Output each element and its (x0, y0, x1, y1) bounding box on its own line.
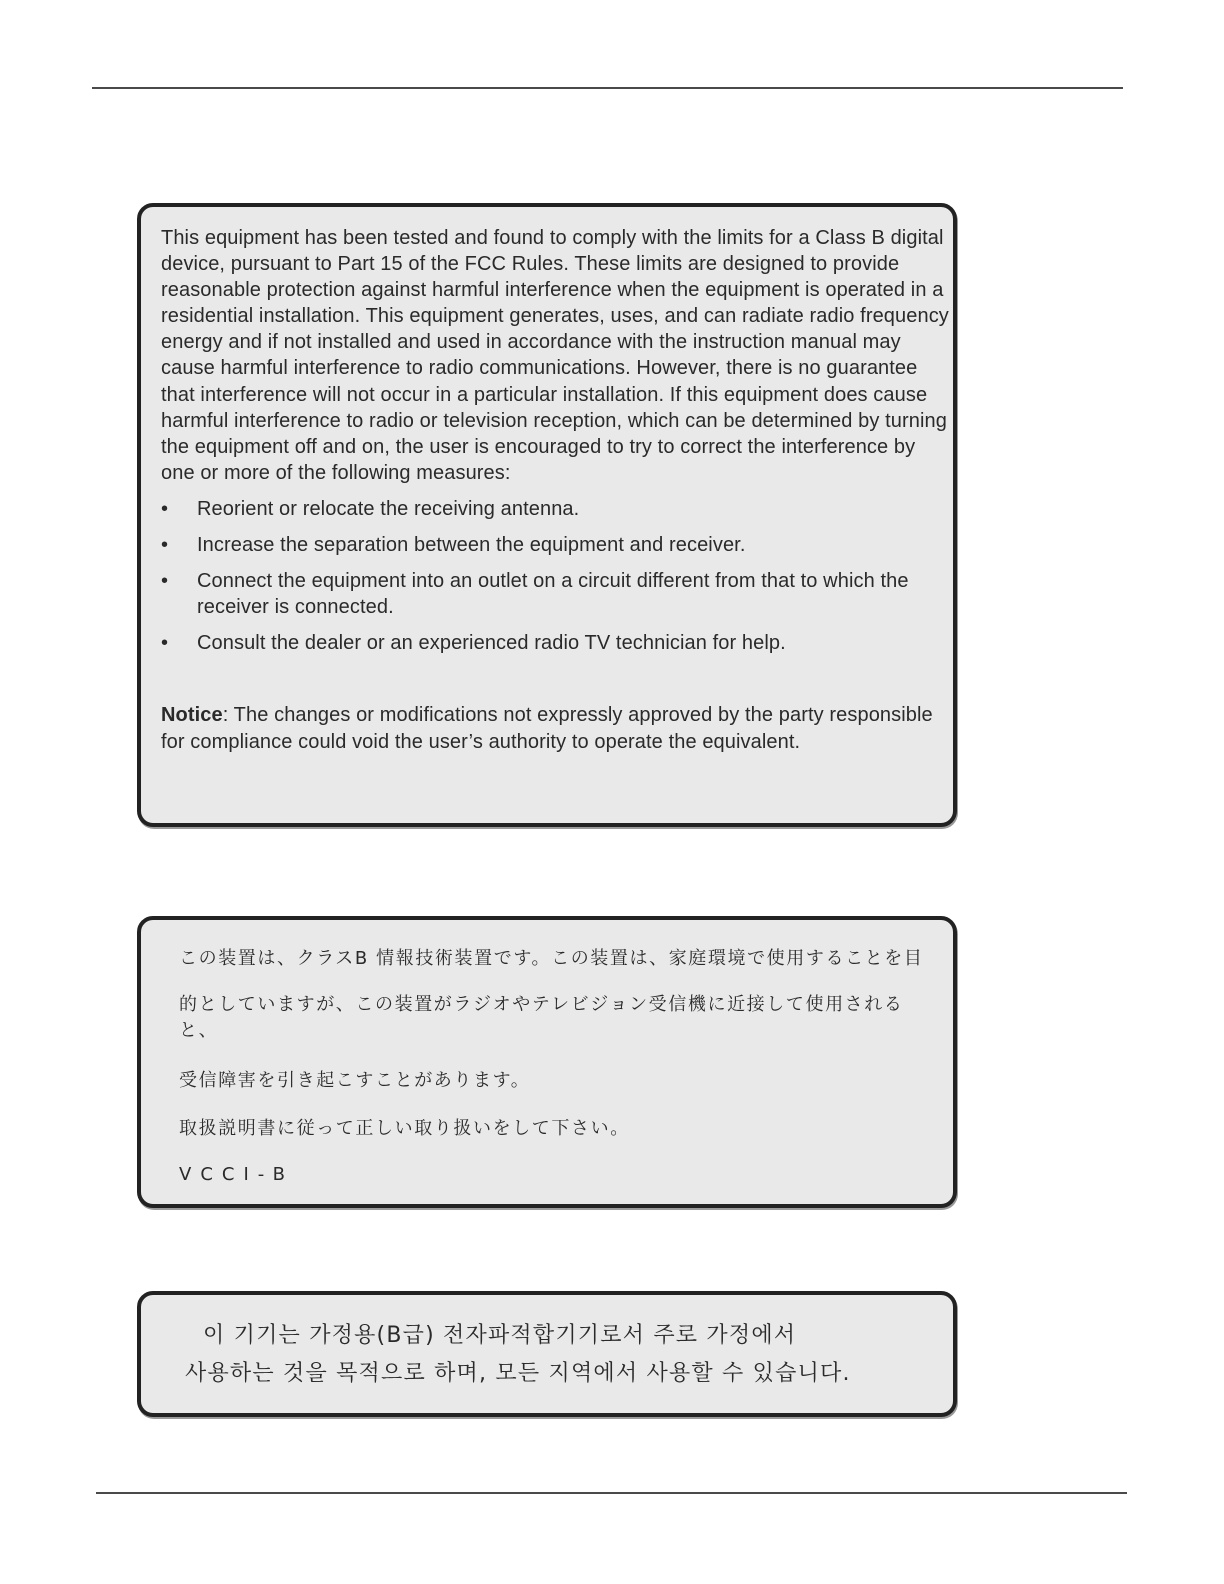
fcc-statement-paragraph: This equipment has been tested and found to comply with the limits for a Class B digital device, pursuant to Part 15 of the FCC Rules. These limits are designed to provide reasonable protection against harmful interference when the equipment is operated in a residential installation. This equipment generates, uses, and can radiate radio frequency energy and if not installed and used in accordance with the instruction manual may cause harmful interference to radio communications. However, there is no guarantee that interference will not occur in a particular installation. If this equipment does cause harmful interference to radio or television reception, which can be determined by turning the equipment off and on, the user is encouraged to try to correct the interference by one or more of the following measures: (161, 227, 949, 484)
korea-statement-body (185, 1317, 945, 1393)
vcci-class-label: VCCI-B (179, 1164, 294, 1185)
bullet-marker: • (161, 632, 169, 655)
notice-text: : The changes or modifications not expressly approved by the party responsible for compliance could void the user’s authority to operate the equivalent. (161, 704, 933, 753)
korea-line: 사용하는 것을 목적으로 하며, 모든 지역에서 사용할 수 있습니다. (185, 1361, 851, 1386)
measure-text: Increase the separation between the equipment and receiver. (197, 534, 746, 557)
measure-text: Consult the dealer or an experienced radio TV technician for help. (197, 632, 786, 655)
vcci-line: この装置は、クラスB 情報技術装置です。この装置は、家庭環境で使用することを目 (179, 948, 924, 969)
korea-line: 이 기기는 가정용(B급) 전자파적합기기로서 주로 가정에서 (203, 1323, 797, 1348)
vcci-line: 受信障害を引き起こすことがあります。 (179, 1070, 531, 1091)
list-item (161, 532, 951, 558)
footer-rule (96, 1492, 1127, 1494)
vcci-line: 取扱説明書に従って正しい取り扱いをして下さい。 (179, 1118, 630, 1139)
fcc-statement-box (137, 203, 957, 827)
vcci-statement-box (137, 916, 957, 1208)
header-rule (92, 87, 1123, 89)
measure-text: Reorient or relocate the receiving antenna. (197, 497, 580, 520)
bullet-marker: • (161, 534, 169, 557)
list-item (161, 568, 951, 620)
fcc-measures-list (161, 496, 951, 656)
korea-statement-box (137, 1291, 957, 1417)
measure-text: Connect the equipment into an outlet on a circuit different from that to which the receiver is connected. (197, 570, 909, 619)
list-item (161, 496, 951, 522)
notice-label: Notice (161, 704, 223, 727)
list-item (161, 630, 951, 656)
vcci-line: 的としていますが、この装置がラジオやテレビジョン受信機に近接して使用されると、 (179, 994, 904, 1041)
notice-paragraph (161, 702, 951, 754)
fcc-statement-body (161, 225, 951, 755)
bullet-marker: • (161, 497, 169, 520)
bullet-marker: • (161, 570, 169, 593)
